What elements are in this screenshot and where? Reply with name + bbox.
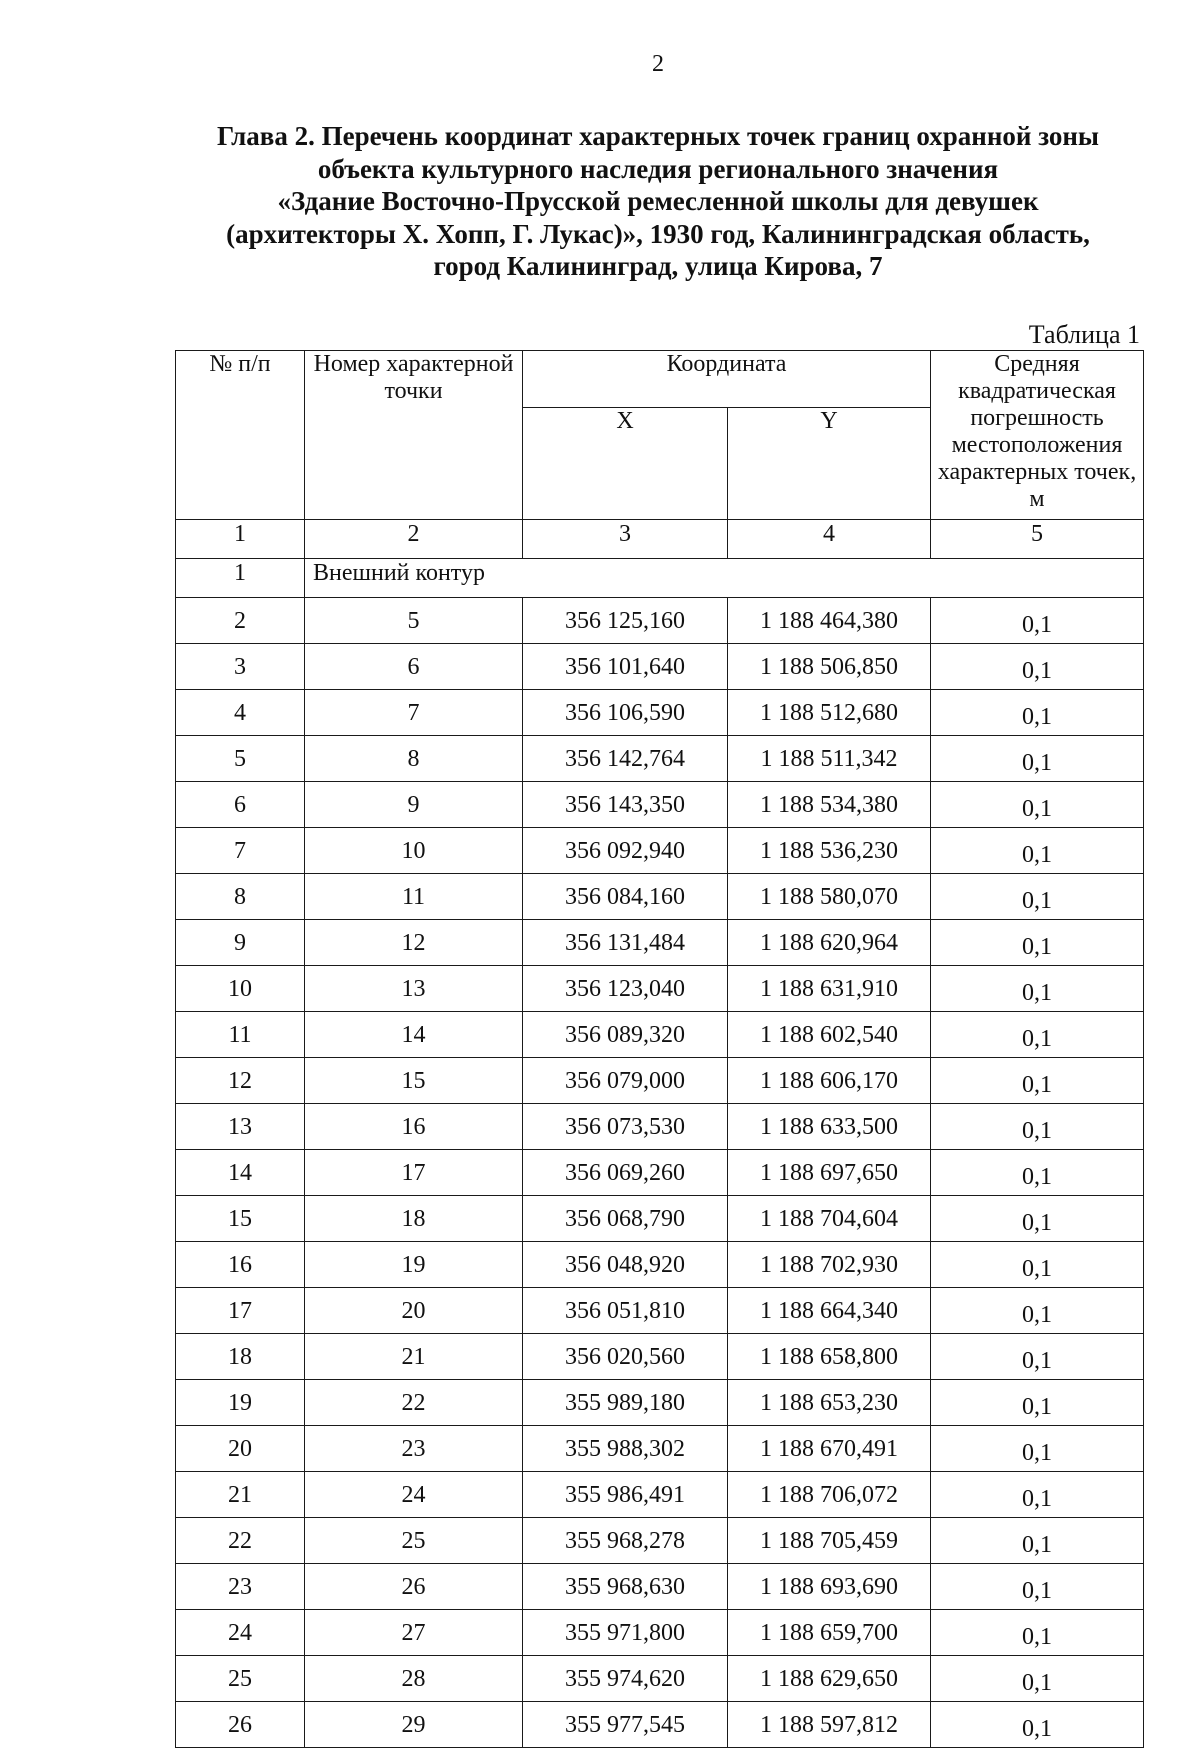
header-y: Y [728,408,931,520]
coordinate-y-cell: 1 188 697,650 [728,1150,931,1196]
coordinate-y-cell: 1 188 659,700 [728,1610,931,1656]
error-cell: 0,1 [931,1380,1144,1426]
error-cell: 0,1 [931,1334,1144,1380]
error-cell: 0,1 [931,828,1144,874]
coordinate-x-cell: 356 123,040 [523,966,728,1012]
table-row [176,1656,1144,1702]
coordinate-y-cell: 1 188 633,500 [728,1104,931,1150]
coordinate-x-cell: 355 989,180 [523,1380,728,1426]
coordinate-y-cell: 1 188 602,540 [728,1012,931,1058]
error-cell: 0,1 [931,1242,1144,1288]
row-number-cell: 7 [176,828,305,874]
header-coordinate: Координата [523,351,931,408]
column-number: 3 [523,520,728,559]
coordinate-x-cell: 356 051,810 [523,1288,728,1334]
heading-line: город Калининград, улица Кирова, 7 [433,251,883,281]
table-row [176,736,1144,782]
coordinate-y-cell: 1 188 631,910 [728,966,931,1012]
coordinate-y-cell: 1 188 512,680 [728,690,931,736]
coordinate-y-cell: 1 188 536,230 [728,828,931,874]
point-number-cell: 18 [305,1196,523,1242]
coordinate-x-cell: 356 089,320 [523,1012,728,1058]
point-number-cell: 15 [305,1058,523,1104]
error-cell: 0,1 [931,1058,1144,1104]
point-number-cell: 27 [305,1610,523,1656]
row-number-cell: 25 [176,1656,305,1702]
table-caption: Таблица 1 [1028,320,1140,349]
point-number-cell: 22 [305,1380,523,1426]
error-cell: 0,1 [931,1656,1144,1702]
column-number: 1 [176,520,305,559]
point-number-cell: 5 [305,598,523,644]
error-cell: 0,1 [931,874,1144,920]
point-number-cell: 7 [305,690,523,736]
row-number-cell: 21 [176,1472,305,1518]
table-row [176,828,1144,874]
coordinate-x-cell: 355 968,630 [523,1564,728,1610]
point-number-cell: 25 [305,1518,523,1564]
error-cell: 0,1 [931,1564,1144,1610]
row-number-cell: 26 [176,1702,305,1748]
heading-line: объекта культурного наследия регионального значения [317,153,999,184]
coordinate-x-cell: 356 069,260 [523,1150,728,1196]
row-number-cell: 5 [176,736,305,782]
table-row [176,1242,1144,1288]
point-number-cell: 9 [305,782,523,828]
page-number: 2 [652,51,664,77]
coordinate-y-cell: 1 188 620,964 [728,920,931,966]
error-cell: 0,1 [931,966,1144,1012]
coordinate-y-cell: 1 188 670,491 [728,1426,931,1472]
point-number-cell: 26 [305,1564,523,1610]
heading-line: «Здание Восточно-Прусской ремесленной школы для девушек [277,186,1039,216]
coordinate-x-cell: 355 971,800 [523,1610,728,1656]
row-number-cell: 24 [176,1610,305,1656]
point-number-cell: 20 [305,1288,523,1334]
header-row-number: № п/п [176,351,305,520]
heading-line: Глава 2. Перечень координат характерных точек границ охранной зоны [216,121,1100,151]
header-x: X [523,408,728,520]
header-point-number: Номер характерной точки [305,351,523,520]
header-mean-square-error: Средняя квадратическая погрешность местоположения характерных точек, м [931,351,1144,520]
coordinate-y-cell: 1 188 511,342 [728,736,931,782]
table-row [176,874,1144,920]
error-cell: 0,1 [931,1610,1144,1656]
row-number-cell: 8 [176,874,305,920]
coordinate-y-cell: 1 188 580,070 [728,874,931,920]
row-number-cell: 19 [176,1380,305,1426]
table-row [176,1012,1144,1058]
table-row [176,1058,1144,1104]
point-number-cell: 29 [305,1702,523,1748]
table-row [176,920,1144,966]
row-number-cell: 16 [176,1242,305,1288]
coordinate-y-cell: 1 188 706,072 [728,1472,931,1518]
row-number-cell: 4 [176,690,305,736]
table-row [176,966,1144,1012]
coordinate-y-cell: 1 188 629,650 [728,1656,931,1702]
table-row [176,1334,1144,1380]
section-label: Внешний контур [305,559,1144,598]
coordinates-table [175,350,1144,1748]
coordinate-y-cell: 1 188 653,230 [728,1380,931,1426]
row-number-cell: 22 [176,1518,305,1564]
table-row [176,1426,1144,1472]
coordinate-x-cell: 356 068,790 [523,1196,728,1242]
coordinate-y-cell: 1 188 534,380 [728,782,931,828]
coordinate-x-cell: 355 977,545 [523,1702,728,1748]
error-cell: 0,1 [931,690,1144,736]
table-row [176,1702,1144,1748]
coordinate-x-cell: 356 101,640 [523,644,728,690]
table-row [176,690,1144,736]
table-row [176,1610,1144,1656]
point-number-cell: 14 [305,1012,523,1058]
column-number: 4 [728,520,931,559]
coordinate-x-cell: 355 968,278 [523,1518,728,1564]
column-number: 2 [305,520,523,559]
row-number-cell: 18 [176,1334,305,1380]
column-numbers-row [176,520,1144,559]
point-number-cell: 21 [305,1334,523,1380]
coordinate-y-cell: 1 188 606,170 [728,1058,931,1104]
row-number-cell: 20 [176,1426,305,1472]
row-number-cell: 23 [176,1564,305,1610]
table-row [176,1380,1144,1426]
table-row [176,1104,1144,1150]
point-number-cell: 12 [305,920,523,966]
table-row [176,782,1144,828]
point-number-cell: 28 [305,1656,523,1702]
error-cell: 0,1 [931,1196,1144,1242]
table-row [176,1518,1144,1564]
row-number-cell: 6 [176,782,305,828]
error-cell: 0,1 [931,736,1144,782]
row-number-cell: 2 [176,598,305,644]
row-number-cell: 17 [176,1288,305,1334]
coordinate-y-cell: 1 188 693,690 [728,1564,931,1610]
row-number-cell: 10 [176,966,305,1012]
section-index: 1 [176,559,305,598]
coordinate-x-cell: 356 131,484 [523,920,728,966]
table-row [176,1150,1144,1196]
point-number-cell: 24 [305,1472,523,1518]
coordinate-y-cell: 1 188 704,604 [728,1196,931,1242]
point-number-cell: 17 [305,1150,523,1196]
coordinate-y-cell: 1 188 664,340 [728,1288,931,1334]
table-row [176,1288,1144,1334]
error-cell: 0,1 [931,598,1144,644]
row-number-cell: 15 [176,1196,305,1242]
point-number-cell: 19 [305,1242,523,1288]
row-number-cell: 9 [176,920,305,966]
error-cell: 0,1 [931,1426,1144,1472]
row-number-cell: 14 [176,1150,305,1196]
section-row [176,559,1144,598]
coordinate-x-cell: 356 092,940 [523,828,728,874]
row-number-cell: 13 [176,1104,305,1150]
error-cell: 0,1 [931,920,1144,966]
error-cell: 0,1 [931,1150,1144,1196]
chapter-heading [170,120,1146,283]
coordinate-y-cell: 1 188 702,930 [728,1242,931,1288]
coordinate-x-cell: 356 073,530 [523,1104,728,1150]
coordinate-y-cell: 1 188 506,850 [728,644,931,690]
coordinate-y-cell: 1 188 658,800 [728,1334,931,1380]
error-cell: 0,1 [931,1288,1144,1334]
coordinate-x-cell: 355 988,302 [523,1426,728,1472]
row-number-cell: 11 [176,1012,305,1058]
coordinate-x-cell: 356 079,000 [523,1058,728,1104]
coordinate-x-cell: 355 986,491 [523,1472,728,1518]
coordinate-x-cell: 356 106,590 [523,690,728,736]
point-number-cell: 13 [305,966,523,1012]
error-cell: 0,1 [931,1518,1144,1564]
coordinate-x-cell: 356 143,350 [523,782,728,828]
table-row [176,1564,1144,1610]
column-number: 5 [931,520,1144,559]
coordinate-x-cell: 356 048,920 [523,1242,728,1288]
table-row [176,1196,1144,1242]
error-cell: 0,1 [931,1012,1144,1058]
table-row [176,644,1144,690]
coordinate-y-cell: 1 188 597,812 [728,1702,931,1748]
coordinate-x-cell: 356 084,160 [523,874,728,920]
error-cell: 0,1 [931,1702,1144,1748]
coordinate-y-cell: 1 188 464,380 [728,598,931,644]
error-cell: 0,1 [931,644,1144,690]
coordinate-y-cell: 1 188 705,459 [728,1518,931,1564]
point-number-cell: 11 [305,874,523,920]
point-number-cell: 23 [305,1426,523,1472]
table-row [176,1472,1144,1518]
heading-line: (архитекторы Х. Хопп, Г. Лукас)», 1930 год, Калининградская область, [226,218,1090,249]
coordinate-x-cell: 355 974,620 [523,1656,728,1702]
point-number-cell: 10 [305,828,523,874]
coordinate-x-cell: 356 125,160 [523,598,728,644]
coordinate-x-cell: 356 142,764 [523,736,728,782]
point-number-cell: 16 [305,1104,523,1150]
row-number-cell: 3 [176,644,305,690]
table-row [176,598,1144,644]
coordinate-x-cell: 356 020,560 [523,1334,728,1380]
point-number-cell: 8 [305,736,523,782]
point-number-cell: 6 [305,644,523,690]
error-cell: 0,1 [931,1472,1144,1518]
row-number-cell: 12 [176,1058,305,1104]
error-cell: 0,1 [931,782,1144,828]
error-cell: 0,1 [931,1104,1144,1150]
